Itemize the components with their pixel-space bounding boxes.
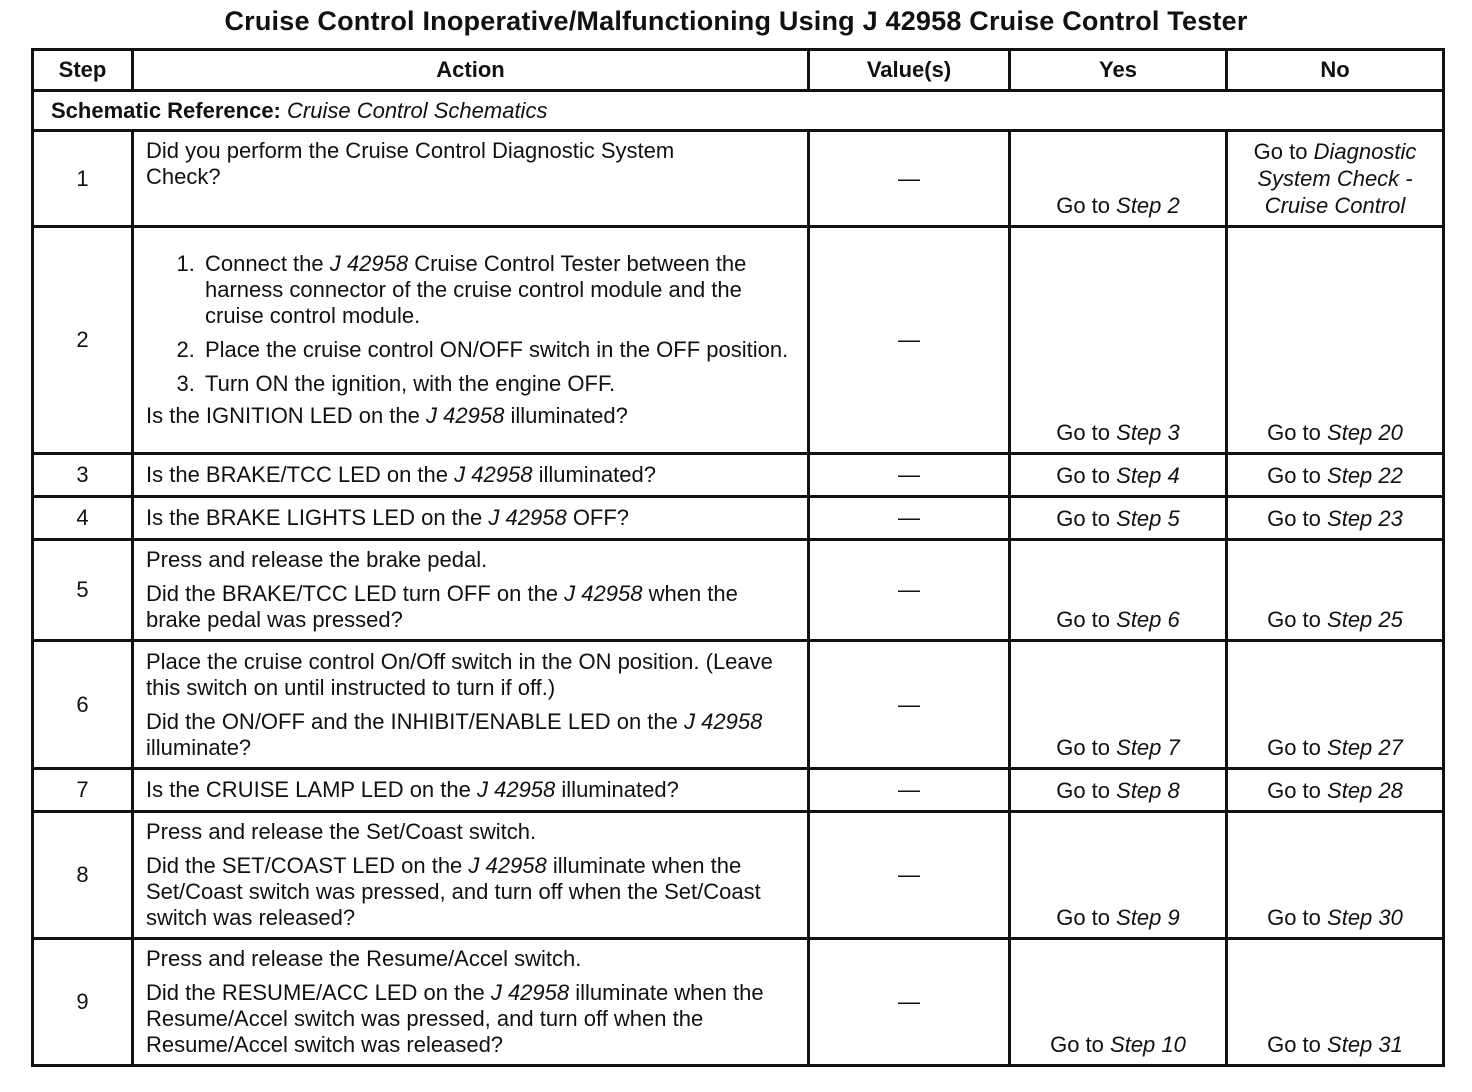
action-list bbox=[146, 251, 795, 397]
header-values: Value(s) bbox=[809, 50, 1010, 91]
schematic-reference bbox=[33, 91, 1444, 131]
yes-cell: Go to Step 8 bbox=[1010, 769, 1227, 812]
step-number: 5 bbox=[33, 540, 133, 641]
value-cell: — bbox=[809, 497, 1010, 540]
no-cell: Go to Step 28 bbox=[1227, 769, 1444, 812]
no-cell bbox=[1227, 131, 1444, 227]
action-cell: Is the BRAKE/TCC LED on the J 42958 illuminated? bbox=[133, 454, 809, 497]
header-yes: Yes bbox=[1010, 50, 1227, 91]
action-cell: Is the CRUISE LAMP LED on the J 42958 illuminated? bbox=[133, 769, 809, 812]
yes-step-number: 2 bbox=[1167, 193, 1180, 218]
yes-cell: Go to Step 3 bbox=[1010, 227, 1227, 454]
action-question: Is the IGNITION LED on the J 42958 illuminated? bbox=[146, 403, 628, 428]
yes-cell: Go to Step 6 bbox=[1010, 540, 1227, 641]
diagnostic-table bbox=[31, 48, 1445, 1067]
step-number: 4 bbox=[33, 497, 133, 540]
step-number: 1 bbox=[33, 131, 133, 227]
table-row bbox=[33, 227, 1444, 454]
value-cell: — bbox=[809, 540, 1010, 641]
yes-cell: Go to Step 5 bbox=[1010, 497, 1227, 540]
schematic-link: Cruise Control Schematics bbox=[287, 97, 548, 123]
table-row bbox=[33, 540, 1444, 641]
no-cell: Go to Step 30 bbox=[1227, 812, 1444, 939]
no-ref-1: Diagnostic bbox=[1313, 139, 1417, 164]
page-title: Cruise Control Inoperative/Malfunctioning Using J 42958 Cruise Control Tester bbox=[224, 6, 1248, 36]
value-cell: — bbox=[809, 939, 1010, 1066]
step-number: 6 bbox=[33, 641, 133, 769]
goto-text: Go to bbox=[1253, 139, 1308, 164]
header-row bbox=[33, 50, 1444, 91]
no-step-number: 20 bbox=[1378, 420, 1403, 445]
value-cell: — bbox=[809, 454, 1010, 497]
action-cell: Is the BRAKE LIGHTS LED on the J 42958 OFF? bbox=[133, 497, 809, 540]
step-number: 7 bbox=[33, 769, 133, 812]
value-cell: — bbox=[809, 769, 1010, 812]
no-ref-2: System Check - bbox=[1257, 166, 1413, 191]
step-number: 3 bbox=[33, 454, 133, 497]
table-row bbox=[33, 131, 1444, 227]
list-item: 3. Turn ON the ignition, with the engine OFF. bbox=[201, 371, 795, 397]
list-item: 2. Place the cruise control ON/OFF switch in the OFF position. bbox=[201, 337, 795, 363]
step-number: 2 bbox=[33, 227, 133, 454]
value-cell: — bbox=[809, 131, 1010, 227]
table-row bbox=[33, 454, 1444, 497]
action-cell: Press and release the Resume/Accel switch. Did the RESUME/ACC LED on the J 42958 illuminate when the Resume/Accel switch was pressed, and turn off when the Resume/Accel switch was released? bbox=[133, 939, 809, 1066]
table-row bbox=[33, 939, 1444, 1066]
yes-cell bbox=[1010, 131, 1227, 227]
no-ref-3: Cruise Control bbox=[1264, 193, 1406, 218]
action-text: Did you perform the Cruise Control Diagnostic System Check? bbox=[146, 138, 675, 189]
no-cell: Go to Step 27 bbox=[1227, 641, 1444, 769]
no-cell: Go to Step 31 bbox=[1227, 939, 1444, 1066]
no-cell: Go to Step 25 bbox=[1227, 540, 1444, 641]
header-no: No bbox=[1227, 50, 1444, 91]
table-row bbox=[33, 641, 1444, 769]
step-number: 9 bbox=[33, 939, 133, 1066]
no-cell: Go to Step 20 bbox=[1227, 227, 1444, 454]
table-row bbox=[33, 497, 1444, 540]
yes-cell: Go to Step 4 bbox=[1010, 454, 1227, 497]
yes-cell: Go to Step 9 bbox=[1010, 812, 1227, 939]
no-cell: Go to Step 22 bbox=[1227, 454, 1444, 497]
value-cell: — bbox=[809, 812, 1010, 939]
action-cell bbox=[133, 227, 809, 454]
value-cell: — bbox=[809, 641, 1010, 769]
list-item: 1. Connect the J 42958 Cruise Control Tester between the harness connector of the cruise control module and the cruise control module. bbox=[201, 251, 795, 329]
action-cell: Press and release the brake pedal. Did the BRAKE/TCC LED turn OFF on the J 42958 when the brake pedal was pressed? bbox=[133, 540, 809, 641]
action-cell bbox=[133, 131, 809, 227]
schematic-label: Schematic Reference: bbox=[51, 97, 281, 123]
goto-text: Go to bbox=[1056, 193, 1111, 218]
yes-step-number: 3 bbox=[1167, 420, 1180, 445]
action-cell: Press and release the Set/Coast switch. Did the SET/COAST LED on the J 42958 illuminate when the Set/Coast switch was pressed, and turn off when the Set/Coast switch was released? bbox=[133, 812, 809, 939]
yes-cell: Go to Step 10 bbox=[1010, 939, 1227, 1066]
table-row bbox=[33, 769, 1444, 812]
header-step: Step bbox=[33, 50, 133, 91]
no-cell: Go to Step 23 bbox=[1227, 497, 1444, 540]
yes-cell: Go to Step 7 bbox=[1010, 641, 1227, 769]
schematic-row bbox=[33, 91, 1444, 131]
header-action: Action bbox=[133, 50, 809, 91]
step-number: 8 bbox=[33, 812, 133, 939]
action-cell: Place the cruise control On/Off switch in the ON position. (Leave this switch on until instructed to turn if off.) Did the ON/OFF and the INHIBIT/ENABLE LED on the J 42958 illuminate? bbox=[133, 641, 809, 769]
value-cell: — bbox=[809, 227, 1010, 454]
table-row bbox=[33, 812, 1444, 939]
step-word: Step bbox=[1116, 193, 1162, 218]
